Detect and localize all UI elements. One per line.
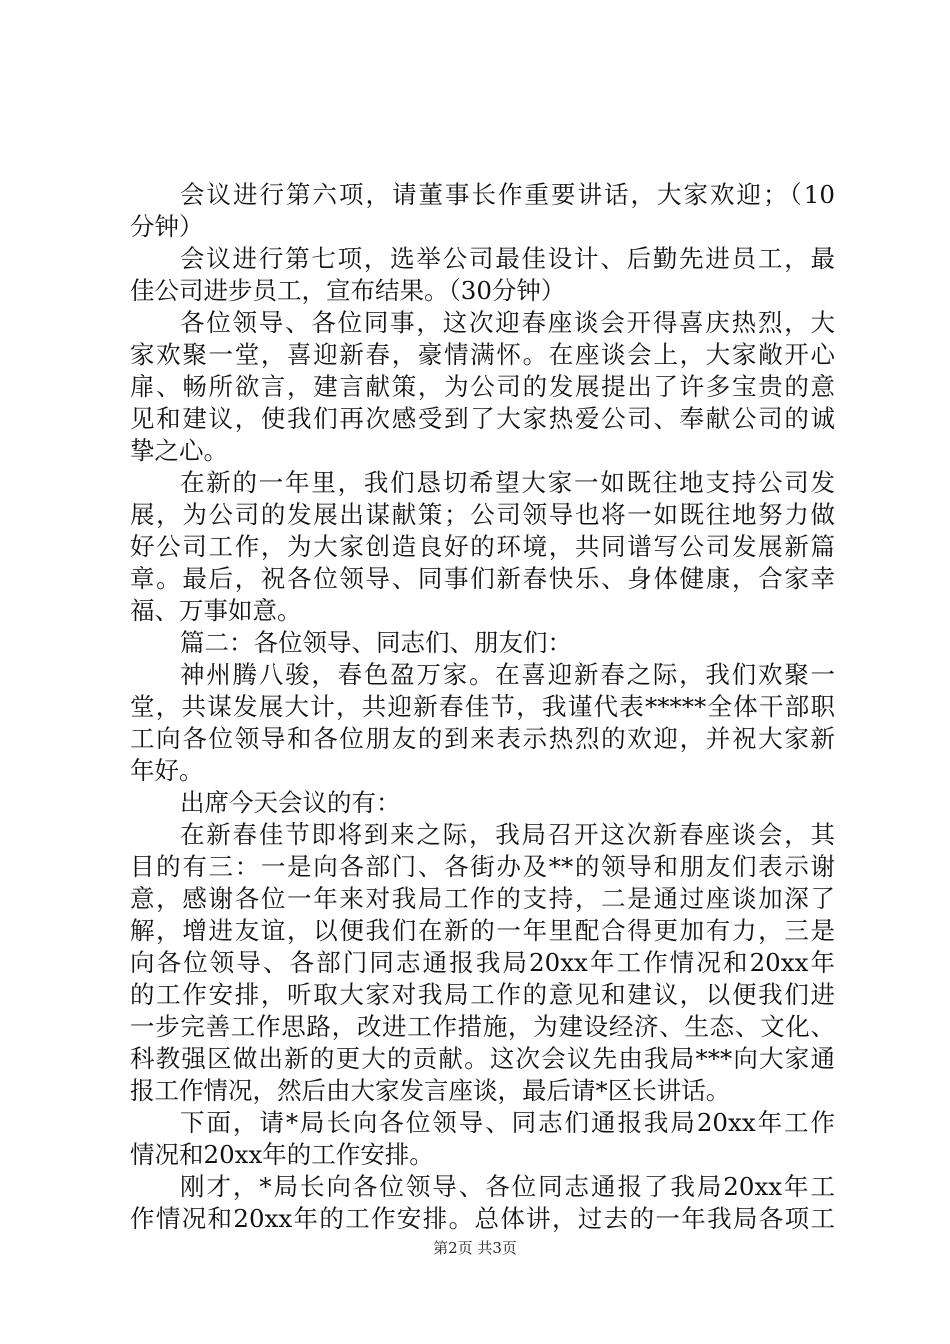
text-line: 好公司工作，为大家创造良好的环境，共同谱写公司发展新篇: [130, 532, 835, 561]
text-line: 工向各位领导和各位朋友的到来表示热烈的欢迎，并祝大家新: [130, 724, 835, 753]
text-line: 见和建议，使我们再次感受到了大家热爱公司、奉献公司的诚: [130, 404, 835, 433]
text-line: 一步完善工作思路，改进工作措施，为建设经济、生态、文化、: [130, 1012, 835, 1041]
text-line: 下面，请*局长向各位领导、同志们通报我局20xx年工作: [180, 1108, 835, 1137]
text-line: 解，增进友谊，以便我们在新的一年里配合得更加有力，三是: [130, 916, 835, 945]
text-line: 意，感谢各位一年来对我局工作的支持，二是通过座谈加深了: [130, 884, 835, 913]
text-line: 年好。: [130, 756, 204, 785]
text-line: 挚之心。: [130, 436, 228, 465]
page-number-footer: 第2页 共3页: [433, 1239, 517, 1257]
text-line: 分钟）: [130, 212, 204, 241]
text-line: 情况和20xx年的工作安排。: [130, 1140, 434, 1169]
text-line: 目的有三：一是向各部门、各街办及**的领导和朋友们表示谢: [130, 852, 835, 881]
text-line: 家欢聚一堂，喜迎新春，豪情满怀。在座谈会上，大家敞开心: [130, 340, 835, 369]
text-line: 扉、畅所欲言，建言献策，为公司的发展提出了许多宝贵的意: [130, 372, 835, 401]
section-heading: 篇二：各位领导、同志们、朋友们：: [180, 628, 572, 657]
text-line: 报工作情况，然后由大家发言座谈，最后请*区长讲话。: [130, 1076, 731, 1105]
text-line: 福、万事如意。: [130, 596, 302, 625]
text-line: 出席今天会议的有：: [180, 788, 401, 817]
text-line: 的工作安排，听取大家对我局工作的意见和建议，以便我们进: [130, 980, 835, 1009]
text-line: 章。最后，祝各位领导、同事们新春快乐、身体健康，合家幸: [130, 564, 835, 593]
text-line: 在新春佳节即将到来之际，我局召开这次新春座谈会，其: [180, 820, 835, 849]
text-line: 堂，共谋发展大计，共迎新春佳节，我谨代表*****全体干部职: [130, 692, 835, 721]
text-line: 会议进行第六项，请董事长作重要讲话，大家欢迎；（10: [180, 180, 835, 209]
text-line: 科教强区做出新的更大的贡献。这次会议先由我局***向大家通: [130, 1044, 835, 1073]
text-line: 展，为公司的发展出谋献策；公司领导也将一如既往地努力做: [130, 500, 835, 529]
text-line: 神州腾八骏，春色盈万家。在喜迎新春之际，我们欢聚一: [180, 660, 835, 689]
text-line: 作情况和20xx年的工作安排。总体讲，过去的一年我局各项工: [130, 1204, 835, 1233]
text-line: 会议进行第七项，选举公司最佳设计、后勤先进员工，最: [180, 244, 835, 273]
text-line: 佳公司进步员工，宣布结果。（30分钟）: [130, 276, 566, 305]
text-line: 向各位领导、各部门同志通报我局20xx年工作情况和20xx年: [130, 948, 835, 977]
text-line: 刚才，*局长向各位领导、各位同志通报了我局20xx年工: [180, 1172, 835, 1201]
text-line: 各位领导、各位同事，这次迎春座谈会开得喜庆热烈，大: [180, 308, 835, 337]
text-line: 在新的一年里，我们恳切希望大家一如既往地支持公司发: [180, 468, 835, 497]
